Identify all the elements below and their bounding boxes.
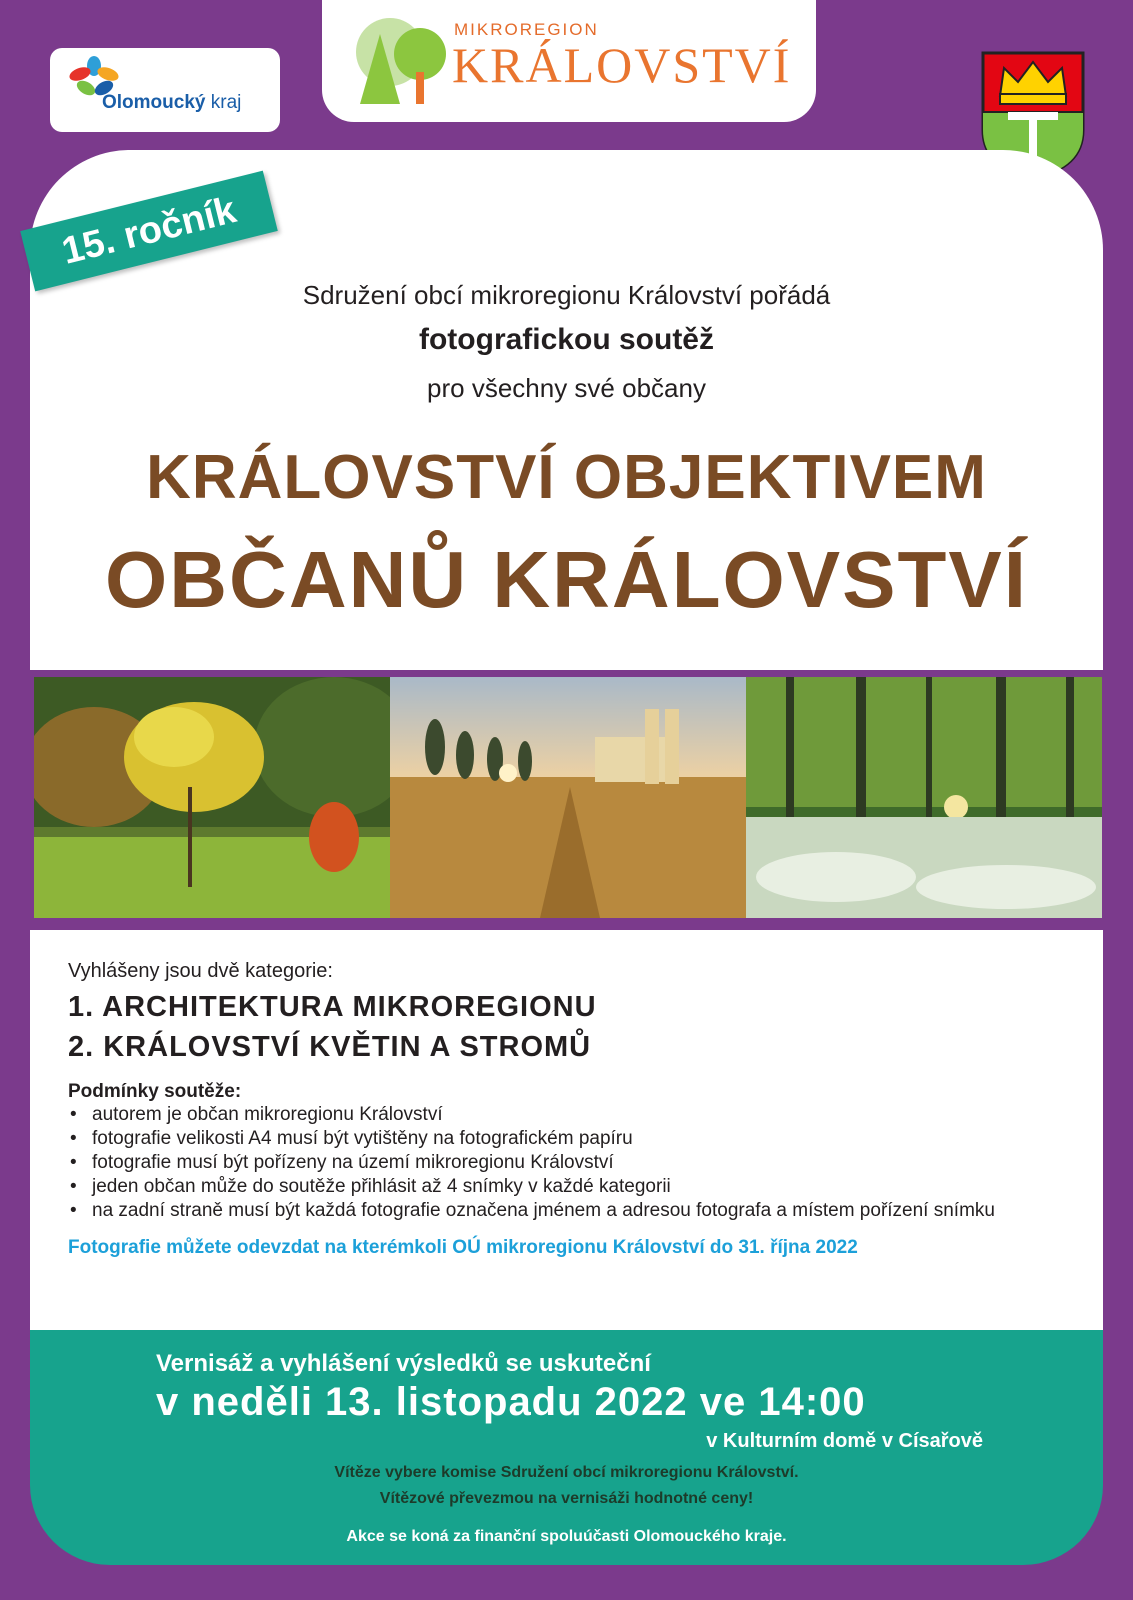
- intro-line-2: fotografickou soutěž: [418, 323, 714, 356]
- main-title-line-2: OBČANŮ KRÁLOVSTVÍ: [105, 535, 1028, 624]
- list-item: • fotografie musí být pořízeny na území mikroregionu Království: [68, 1151, 1083, 1175]
- category-2: 2. KRÁLOVSTVÍ KVĚTIN A STROMŮ: [68, 1031, 592, 1063]
- mikroregion-logo: [322, 0, 816, 122]
- submission-deadline: Fotografie můžete odevzdat na kterémkoli OÚ mikroregionu Království do 31. října 2022: [68, 1237, 858, 1258]
- mikroregion-kicker: MIKROREGION: [454, 20, 599, 39]
- vernissage-date: v neděli 13. listopadu 2022 ve 14:00: [156, 1380, 866, 1424]
- trees-logo-icon: [340, 12, 450, 104]
- funding-note: Akce se koná za finanční spoluúčasti Olomouckého kraje.: [346, 1528, 787, 1545]
- vernissage-venue: v Kulturním domě v Císařově: [706, 1430, 983, 1452]
- olomoucky-kraj-text: Olomoucký kraj: [102, 92, 242, 113]
- photo-strip: [34, 677, 1102, 918]
- category-1: 1. ARCHITEKTURA MIKROREGIONU: [68, 991, 597, 1023]
- vernissage-intro: Vernisáž a vyhlášení výsledků se uskuteční: [156, 1350, 651, 1377]
- list-item: • autorem je občan mikroregionu Království: [68, 1103, 1083, 1127]
- jury-note: Vítěze vybere komise Sdružení obcí mikroregionu Království.: [334, 1464, 799, 1481]
- year-badge: 15. ročník: [20, 171, 278, 292]
- autumn-tree-photo: [34, 677, 390, 918]
- wheat-field-church-photo: [390, 677, 746, 918]
- olomoucky-kraj-logo: [50, 48, 280, 132]
- conditions-title: Podmínky soutěže:: [68, 1081, 242, 1102]
- list-item: • na zadní straně musí být každá fotografie označena jménem a adresou fotografa a místem pořízení snímku: [68, 1199, 1083, 1223]
- prize-note: Vítězové převezmou na vernisáži hodnotné ceny!: [379, 1490, 754, 1507]
- main-title-line-1: KRÁLOVSTVÍ OBJEKTIVEM: [146, 443, 987, 512]
- categories-intro: Vyhlášeny jsou dvě kategorie:: [68, 960, 333, 982]
- info-panel: [30, 930, 1103, 1330]
- intro-line-3: pro všechny své občany: [427, 373, 706, 403]
- forest-flowers-photo: [746, 677, 1102, 918]
- vernissage-panel: [30, 1330, 1103, 1565]
- list-item: • jeden občan může do soutěže přihlásit až 4 snímky v každé kategorii: [68, 1175, 1083, 1199]
- mikroregion-name: KRÁLOVSTVÍ: [452, 37, 792, 93]
- conditions-list: [68, 1103, 1083, 1223]
- intro-line-1: Sdružení obcí mikroregionu Království pořádá: [302, 280, 831, 310]
- list-item: • fotografie velikosti A4 musí být vytištěny na fotografickém papíru: [68, 1127, 1083, 1151]
